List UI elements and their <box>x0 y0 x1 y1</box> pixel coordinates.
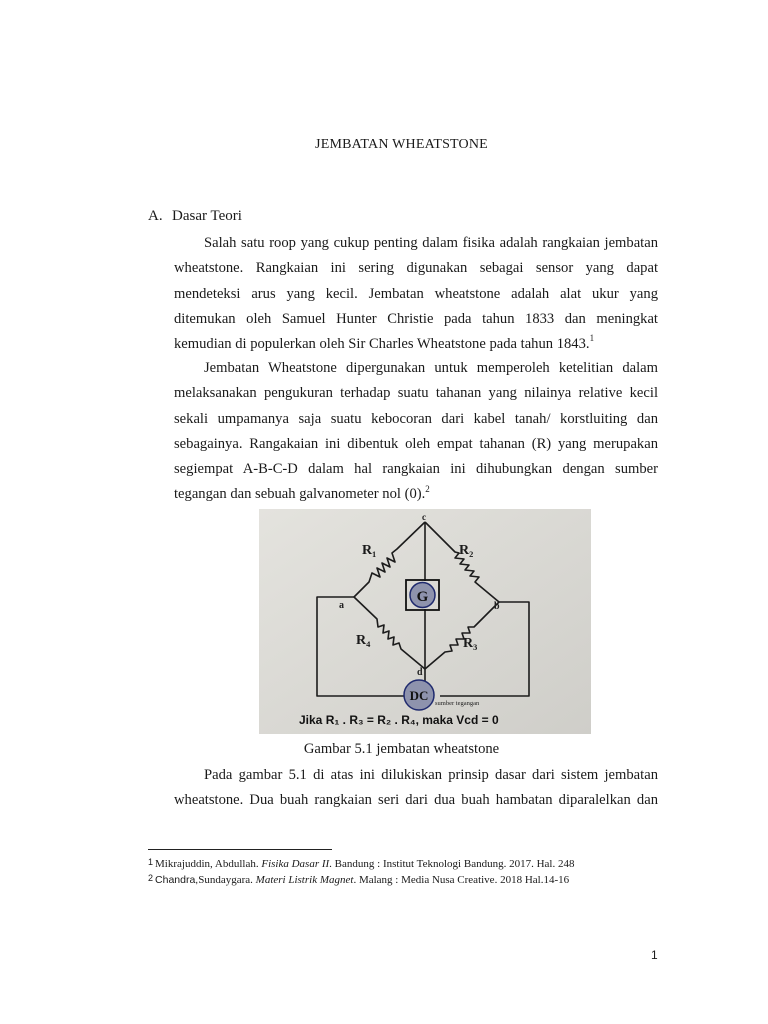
footnote-2 <box>148 872 574 888</box>
resistor-r1-label: R₁ <box>362 543 377 558</box>
footnote-book-title: Fisika Dasar II <box>261 858 330 870</box>
wheatstone-bridge-figure <box>259 509 591 734</box>
paragraph-1 <box>174 231 658 357</box>
footnote-separator <box>148 849 332 850</box>
footnote-1 <box>148 856 574 872</box>
footnote-author-first: Chandra, <box>155 874 199 886</box>
footnote-details: . Malang : Media Nusa Creative. 2018 Hal.14-16 <box>353 874 570 886</box>
paragraph-line: wheatstone. Dua buah rangkaian seri dari dua buah hambatan diparalelkan dan <box>174 792 658 809</box>
figure-caption: Gambar 5.1 jembatan wheatstone <box>303 741 500 757</box>
resistor-r2-label: R₂ <box>459 543 474 558</box>
paragraph-3 <box>174 763 658 814</box>
section-number: A. <box>148 208 163 224</box>
paragraph-line: Jembatan Wheatstone dipergunakan untuk memperoleh ketelitian dalam <box>204 360 658 376</box>
footnote-ref-2[interactable]: 2 <box>425 483 430 494</box>
paragraph-line: melaksanakan pengukuran terhadap suatu tahanan yang nilainya relative kecil <box>174 385 658 402</box>
footnote-mark: 1 <box>148 857 154 867</box>
footnote-mark: 2 <box>148 873 154 883</box>
footnotes <box>148 856 574 888</box>
paragraph-line <box>174 482 658 507</box>
balance-equation: Jika R₁ . R₃ = R₂ . R₄, maka Vcd = 0 <box>299 713 499 727</box>
footnote-author: Sundaygara. <box>198 874 256 886</box>
source-label: DC <box>409 688 429 703</box>
section-heading <box>148 208 242 225</box>
section-title: Dasar Teori <box>172 208 242 224</box>
dc-source <box>404 680 434 710</box>
resistor-r3-label: R₃ <box>463 636 478 651</box>
paragraph-line: Pada gambar 5.1 di atas ini dilukiskan prinsip dasar dari sistem jembatan <box>204 767 658 783</box>
paragraph-line: wheatstone. Rangkaian ini sering digunakan sebagai sensor yang dapat <box>174 260 658 277</box>
paragraph-line: Salah satu roop yang cukup penting dalam fisika adalah rangkaian jembatan <box>204 235 658 251</box>
paragraph-line: mendeteksi arus yang kecil. Jembatan wheatstone adalah alat ukur yang <box>174 285 658 302</box>
paragraph-line: sebagainya. Rangakaian ini dibentuk oleh empat tahanan (R) yang merupakan <box>174 435 658 452</box>
source-caption: sumber tegangan <box>435 700 480 707</box>
paragraph-2 <box>174 356 658 508</box>
page-title: JEMBATAN WHEATSTONE <box>315 137 488 152</box>
node-d-label: d <box>417 667 423 678</box>
footnote-ref-1[interactable]: 1 <box>589 333 595 344</box>
node-a-label: a <box>339 600 344 611</box>
footnote-book-title: Materi Listrik Magnet <box>255 874 354 886</box>
footnote-details: . Bandung : Institut Teknologi Bandung. 2017. Hal. 248 <box>329 858 575 870</box>
paragraph-line: sekali umpamanya saja suatu kebocoran dari kabel tanah/ korstluiting dan <box>174 410 658 427</box>
paragraph-line-text: kemudian di populerkan oleh Sir Charles Wheatstone pada tahun 1843. <box>174 336 590 353</box>
node-b-label: b <box>494 601 500 612</box>
footnote-author: Mikrajuddin, Abdullah. <box>155 858 262 870</box>
paragraph-line-text: tegangan dan sebuah galvanometer nol (0). <box>174 486 426 503</box>
node-c-label: c <box>422 512 426 522</box>
galvanometer-label: G <box>416 589 429 605</box>
resistor-r4-label: R₄ <box>356 633 371 648</box>
paragraph-line <box>174 332 658 357</box>
paragraph-line: segiempat A-B-C-D dalam hal rangkaian ini dihubungkan dengan sumber <box>174 461 658 478</box>
paragraph-line: ditemukan oleh Samuel Hunter Christie pada tahun 1833 dan meningkat <box>174 310 658 327</box>
page-number: 1 <box>651 948 658 962</box>
